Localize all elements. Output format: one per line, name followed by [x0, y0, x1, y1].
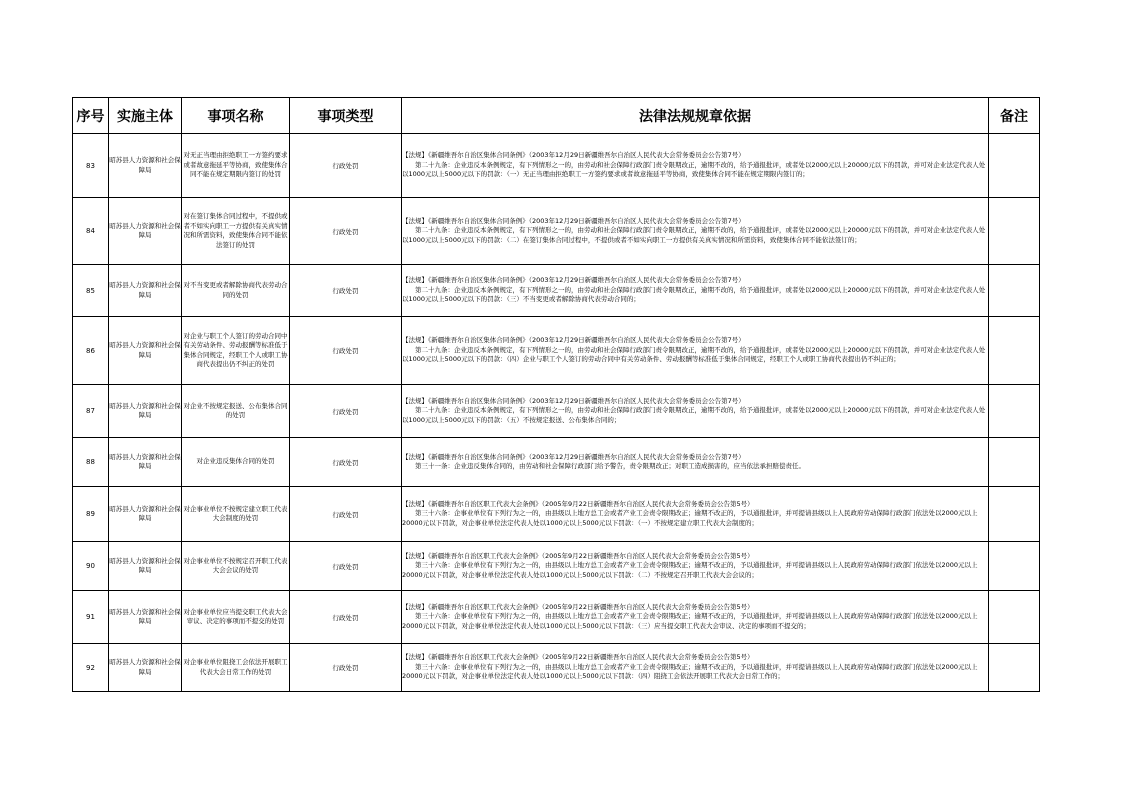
legal-basis-source: 【法规】《新疆维吾尔自治区职工代表大会条例》（2005年9月22日新疆维吾尔自治区人民代表大会常务委员会公告第5号） [402, 551, 754, 560]
note [989, 438, 1040, 487]
implementing-subject: 昭苏县人力资源和社会保障局 [109, 198, 182, 265]
legal-basis [402, 265, 989, 317]
implementing-subject: 昭苏县人力资源和社会保障局 [109, 438, 182, 487]
item-type: 行政处罚 [290, 487, 402, 542]
header-note: 备注 [989, 98, 1040, 134]
row-number: 88 [73, 438, 109, 487]
legal-basis-article: 第二十九条：企业违反本条例规定，有下列情形之一的，由劳动和社会保障行政部门责令限期改正，逾期不改的，给予通报批评，或者处以2000元以上20000元以下的罚款，并可对企业法定代表人处以1000元以上5000元以下的罚款：（二）在签订集体合同过程中，不提供或者不如实向职工一方提供有关真实情况和所需资料，致使集体合同不能依法签订的； [402, 226, 986, 244]
table-row [73, 591, 1040, 644]
note [989, 317, 1040, 385]
legal-basis-article: 第二十九条：企业违反本条例规定，有下列情形之一的，由劳动和社会保障行政部门责令限期改正，逾期不改的，给予通报批评，或者处以2000元以上20000元以下的罚款，并可对企业法定代表人处以1000元以上5000元以下的罚款：（五）不按规定报送、公布集体合同的； [402, 406, 986, 424]
item-type: 行政处罚 [290, 385, 402, 438]
legal-basis-article: 第二十九条：企业违反本条例规定，有下列情形之一的，由劳动和社会保障行政部门责令限期改正，逾期不改的，给予通报批评，或者处以2000元以上20000元以下的罚款，并可对企业法定代表人处以1000元以上5000元以下的罚款：（四）企业与职工个人签订的劳动合同中有关劳动条件、劳动报酬等标准低于集体合同规定，经职工个人或职工协商代表提出仍不纠正的； [402, 345, 986, 364]
legal-basis-source: 【法规】《新疆维吾尔自治区集体合同条例》（2003年12月29日新疆维吾尔自治区人民代表大会常务委员会公告第7号） [402, 452, 745, 461]
legal-basis [402, 438, 989, 487]
row-number: 84 [73, 198, 109, 265]
header-subject: 实施主体 [109, 98, 182, 134]
row-number: 83 [73, 134, 109, 198]
table-row [73, 487, 1040, 542]
note [989, 134, 1040, 198]
row-number: 92 [73, 644, 109, 692]
implementing-subject: 昭苏县人力资源和社会保障局 [109, 542, 182, 591]
legal-basis-source: 【法规】《新疆维吾尔自治区职工代表大会条例》（2005年9月22日新疆维吾尔自治区人民代表大会常务委员会公告第5号） [402, 602, 754, 611]
note [989, 591, 1040, 644]
table-row [73, 644, 1040, 692]
item-name: 对企事业单位不按规定建立职工代表大会制度的处罚 [182, 487, 290, 542]
legal-basis-article: 第二十九条：企业违反本条例规定，有下列情形之一的，由劳动和社会保障行政部门责令限期改正，逾期不改的，给予通报批评，或者处以2000元以上20000元以下的罚款，并可对企业法定代表人处以1000元以上5000元以下的罚款：（一）无正当理由拒绝职工一方签约要求或者故意拖延平等协商，致使集体合同不能在规定期限内签订的； [402, 160, 986, 179]
legal-basis-article: 第三十六条：企事业单位有下列行为之一的，由县级以上地方总工会或者产业工会责令限期改正；逾期不改正的，予以通报批评，并可提请县级以上人民政府劳动保障行政部门依法处以2000元以上20000元以下罚款，对企事业单位法定代表人处以1000元以上5000元以下罚款：（三）应当提交职工代表大会审议、决定的事项而不提交的； [402, 612, 978, 630]
item-type: 行政处罚 [290, 198, 402, 265]
row-number: 90 [73, 542, 109, 591]
header-item: 事项名称 [182, 98, 290, 134]
legal-basis [402, 644, 989, 692]
legal-basis-source: 【法规】《新疆维吾尔自治区职工代表大会条例》（2005年9月22日新疆维吾尔自治区人民代表大会常务委员会公告第5号） [402, 653, 754, 662]
table-row [73, 265, 1040, 317]
table-row [73, 317, 1040, 385]
legal-basis-source: 【法规】《新疆维吾尔自治区集体合同条例》（2003年12月29日新疆维吾尔自治区人民代表大会常务委员会公告第7号） [402, 336, 745, 345]
table-row [73, 542, 1040, 591]
implementing-subject: 昭苏县人力资源和社会保障局 [109, 644, 182, 692]
table-row [73, 198, 1040, 265]
implementing-subject: 昭苏县人力资源和社会保障局 [109, 591, 182, 644]
item-type: 行政处罚 [290, 265, 402, 317]
legal-basis-source: 【法规】《新疆维吾尔自治区职工代表大会条例》（2005年9月22日新疆维吾尔自治区人民代表大会常务委员会公告第5号） [402, 499, 754, 508]
item-name: 对企业不按规定报送、公布集体合同的处罚 [182, 385, 290, 438]
legal-basis-article: 第三十六条：企事业单位有下列行为之一的，由县级以上地方总工会或者产业工会责令限期改正；逾期不改正的，予以通报批评，并可提请县级以上人民政府劳动保障行政部门依法处以2000元以上20000元以下罚款，对企事业单位法定代表人处以1000元以上5000元以下罚款：（二）不按规定召开职工代表大会会议的； [402, 561, 978, 579]
legal-basis-article: 第三十六条：企事业单位有下列行为之一的，由县级以上地方总工会或者产业工会责令限期改正；逾期不改正的，予以通报批评，并可提请县级以上人民政府劳动保障行政部门依法处以2000元以上20000元以下罚款，对企事业单位法定代表人处以1000元以上5000元以下罚款：（四）阻挠工会依法开展职工代表大会日常工作的； [402, 662, 978, 681]
note [989, 198, 1040, 265]
note [989, 487, 1040, 542]
legal-basis [402, 317, 989, 385]
item-name: 对企事业单位阻挠工会依法开展职工代表大会日常工作的处罚 [182, 644, 290, 692]
item-name: 对在签订集体合同过程中，不提供或者不如实向职工一方提供有关真实情况和所需资料，致使集体合同不能依法签订的处罚 [182, 198, 290, 265]
implementing-subject: 昭苏县人力资源和社会保障局 [109, 134, 182, 198]
table-row [73, 438, 1040, 487]
item-name: 对企事业单位不按规定召开职工代表大会会议的处罚 [182, 542, 290, 591]
table-row [73, 134, 1040, 198]
legal-basis-source: 【法规】《新疆维吾尔自治区集体合同条例》（2003年12月29日新疆维吾尔自治区人民代表大会常务委员会公告第7号） [402, 151, 745, 160]
implementing-subject: 昭苏县人力资源和社会保障局 [109, 385, 182, 438]
row-number: 85 [73, 265, 109, 317]
legal-basis-article: 第三十六条：企事业单位有下列行为之一的，由县级以上地方总工会或者产业工会责令限期改正；逾期不改正的，予以通报批评，并可提请县级以上人民政府劳动保障行政部门依法处以2000元以上20000元以下罚款，对企事业单位法定代表人处以1000元以上5000元以下罚款：（一）不按规定建立职工代表大会制度的； [402, 509, 978, 527]
regulation-table [72, 97, 1040, 692]
item-name: 对企事业单位应当提交职工代表大会审议、决定的事项而不提交的处罚 [182, 591, 290, 644]
note [989, 542, 1040, 591]
legal-basis-source: 【法规】《新疆维吾尔自治区集体合同条例》（2003年12月29日新疆维吾尔自治区人民代表大会常务委员会公告第7号） [402, 216, 745, 225]
header-type: 事项类型 [290, 98, 402, 134]
row-number: 89 [73, 487, 109, 542]
header-row [73, 98, 1040, 134]
row-number: 87 [73, 385, 109, 438]
implementing-subject: 昭苏县人力资源和社会保障局 [109, 317, 182, 385]
item-name: 对企业违反集体合同的处罚 [182, 438, 290, 487]
legal-basis [402, 487, 989, 542]
item-type: 行政处罚 [290, 317, 402, 385]
header-no: 序号 [73, 98, 109, 134]
header-basis: 法律法规规章依据 [402, 98, 989, 134]
implementing-subject: 昭苏县人力资源和社会保障局 [109, 487, 182, 542]
legal-basis [402, 591, 989, 644]
legal-basis-article: 第三十一条：企业违反集体合同的，由劳动和社会保障行政部门给予警告，责令限期改正；对职工造成损害的，应当依法承担赔偿责任。 [415, 462, 805, 470]
item-type: 行政处罚 [290, 438, 402, 487]
item-name: 对不当变更或者解除协商代表劳动合同的处罚 [182, 265, 290, 317]
note [989, 644, 1040, 692]
item-type: 行政处罚 [290, 542, 402, 591]
legal-basis [402, 198, 989, 265]
legal-basis-article: 第二十九条：企业违反本条例规定，有下列情形之一的，由劳动和社会保障行政部门责令限期改正，逾期不改的，给予通报批评，或者处以2000元以上20000元以下的罚款，并可对企业法定代表人处以1000元以上5000元以下的罚款：（三）不当变更或者解除协商代表劳动合同的； [402, 285, 986, 304]
implementing-subject: 昭苏县人力资源和社会保障局 [109, 265, 182, 317]
item-name: 对企业与职工个人签订的劳动合同中有关劳动条件、劳动报酬等标准低于集体合同规定，经职工个人或职工协商代表提出仍不纠正的处罚 [182, 317, 290, 385]
legal-basis-source: 【法规】《新疆维吾尔自治区集体合同条例》（2003年12月29日新疆维吾尔自治区人民代表大会常务委员会公告第7号） [402, 396, 745, 405]
legal-basis [402, 542, 989, 591]
item-type: 行政处罚 [290, 134, 402, 198]
item-name: 对无正当理由拒绝职工一方签约要求或者故意拖延平等协商，致使集体合同不能在规定期限内签订的处罚 [182, 134, 290, 198]
legal-basis-source: 【法规】《新疆维吾尔自治区集体合同条例》（2003年12月29日新疆维吾尔自治区人民代表大会常务委员会公告第7号） [402, 276, 745, 285]
legal-basis [402, 385, 989, 438]
item-type: 行政处罚 [290, 591, 402, 644]
table-row [73, 385, 1040, 438]
row-number: 86 [73, 317, 109, 385]
note [989, 385, 1040, 438]
item-type: 行政处罚 [290, 644, 402, 692]
legal-basis [402, 134, 989, 198]
row-number: 91 [73, 591, 109, 644]
note [989, 265, 1040, 317]
